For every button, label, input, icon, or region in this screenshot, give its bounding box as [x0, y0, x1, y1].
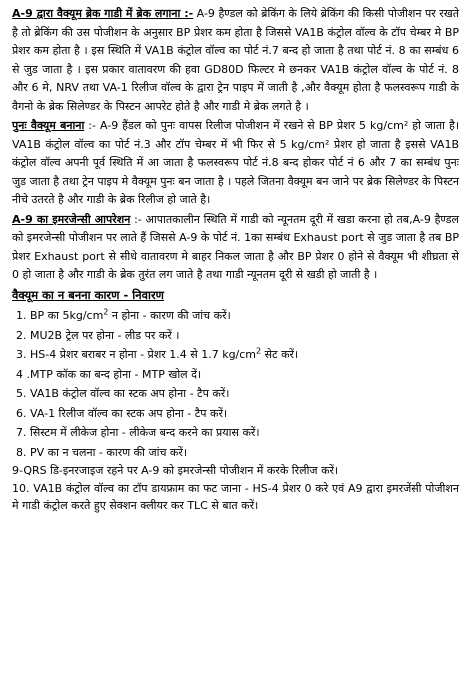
faults-title: वैक्यूम का न बनना कारण - निवारण — [12, 287, 164, 302]
section-vacuum-recreation — [12, 117, 459, 210]
fault-item: 7. सिस्टम में लीकेज होना - लीकेज बन्द करने का प्रयास करें। — [16, 426, 260, 439]
fault-item: 3. HS-4 प्रेशर बराबर न होना - प्रेशर 1.4 से 1.7 $kg/cm^2$ सेट करें। — [16, 346, 299, 361]
fault-item: 6. VA-1 रिलीज वॉल्व का स्टक अप होना - टैप करें। — [16, 406, 228, 420]
section-heading: पुनः वैक्यूम बनाना — [12, 119, 85, 132]
section-body: :- A-9 हैंडल को पुनः वापस रिलीज पोजीशन में रखने से BP प्रेशर 5 kg/cm² हो जाता है। VA1B कंट्रोल वॉल्व का पोर्ट नं.3 और टॉप चेम्बर में भी फिर से 5 kg/cm² प्रेशर हो जाता है इससे VA1B कंट्रोल वॉल्व अपनी पूर्व स्थिति में आ जाता है फलस्वरूप पोर्ट नं.8 बन्द होकर पोर्ट नं 6 और 7 का सम्बंध पुनः जुड जाता है तथा ट्रेन पाइप मे वैक्यूम पुनः बन जाता है । पहले जितना वैक्यूम बन जाने पर ब्रेक सिलेण्डर के पिस्टन नीचे उतरते है और गाडी के ब्रेक रिलीज हो जाते है। — [12, 119, 459, 206]
fault-item: 5. VA1B कंट्रोल वॉल्व का स्टक अप होना - टैप करें। — [16, 387, 230, 400]
fault-item: 4 .MTP कॉक का बन्द होना - MTP खोल दें। — [16, 367, 202, 381]
section-heading: A-9 का इमरजेन्सी आपरेशन — [12, 212, 131, 226]
fault-item: 10. VA1B कंट्रोल वॉल्व का टॉप डायफ्राम का फट जाना - HS-4 प्रेशर 0 करे एवं A9 द्वारा इमरजेंसी पोजीशन मे गाडी कंट्रोल करते हुए सेक्शन क्लीयर कर TLC से बात करें। — [12, 481, 459, 512]
section-body: :- आपातकालीन स्थिति में गाडी को न्यूनतम दूरी में खडा करना हो तब,A-9 हैण्डल को इमरजेन्सी पोजीशन पर लाते हैं जिससे A-9 के पोर्ट नं. 1का सम्बंध Exhaust port से जुड जाता है तब BP प्रेशर Exhaust port से सीधे वातावरण मे बाहर निकल जाता है और BP प्रेशर 0 होने से वैक्यूम भी शीघ्रता से 0 हो जाता है और गाडी के ब्रेक तुरंत लग जाते है तथा गाडी न्यूनतम दूरी से खडी हो जाती है । — [12, 212, 459, 281]
fault-item: 9-QRS डि-इनरजाइज रहने पर A-9 को इमरजेन्सी पोजीशन में करके रिलीज करें। — [12, 464, 339, 477]
section-heading: A-9 द्वारा वैक्यूम ब्रेक गाडी में ब्रेक लगाना :- — [12, 7, 194, 20]
section-vacuum-brake-application — [12, 5, 459, 116]
fault-item: 1. BP का $5kg/cm^2$ न होना - कारण की जांच करें। — [16, 307, 231, 322]
fault-list — [12, 306, 459, 515]
section-body: A-9 हैण्डल को ब्रेकिंग के लिये ब्रेकिंग की किसी पोजीशन पर रखते है तो ब्रेकिंग की उस पोजीशन के अनुसार BP प्रेशर कम होता है जिससे VA1B कंट्रोल वॉल्व के टॉप चेम्बर मे BP प्रेशर कम होता है । इस स्थिति में VA1B कंट्रोल वॉल्व का पोर्ट नं.7 बन्द हो जाता है तथा पोर्ट नं. 8 का सम्बंध 6 से जुड जाता है । इस प्रकार वातावरण की हवा GD80D फिल्टर मे छनकर VA1B कंट्रोल वॉल्व के पोर्ट नं. 8 और 6 मे, NRV तथा VA-1 रिलीज वॉल्व के द्वारा ट्रेन पाइप में जाती है ,और वैक्यूम होता है फलस्वरूप गाडी के वैगनो के ब्रेक सिलेण्डर के पिस्टन आपरेट होते है और गाडी मे ब्रेक लगते है । — [12, 7, 459, 113]
fault-item: 2. MU2B ट्रेल पर होना - लीड पर करें । — [16, 328, 180, 342]
fault-item: 8. PV का न चलना - कारण की जांच करें। — [16, 445, 188, 459]
section-emergency-operation — [12, 211, 459, 285]
